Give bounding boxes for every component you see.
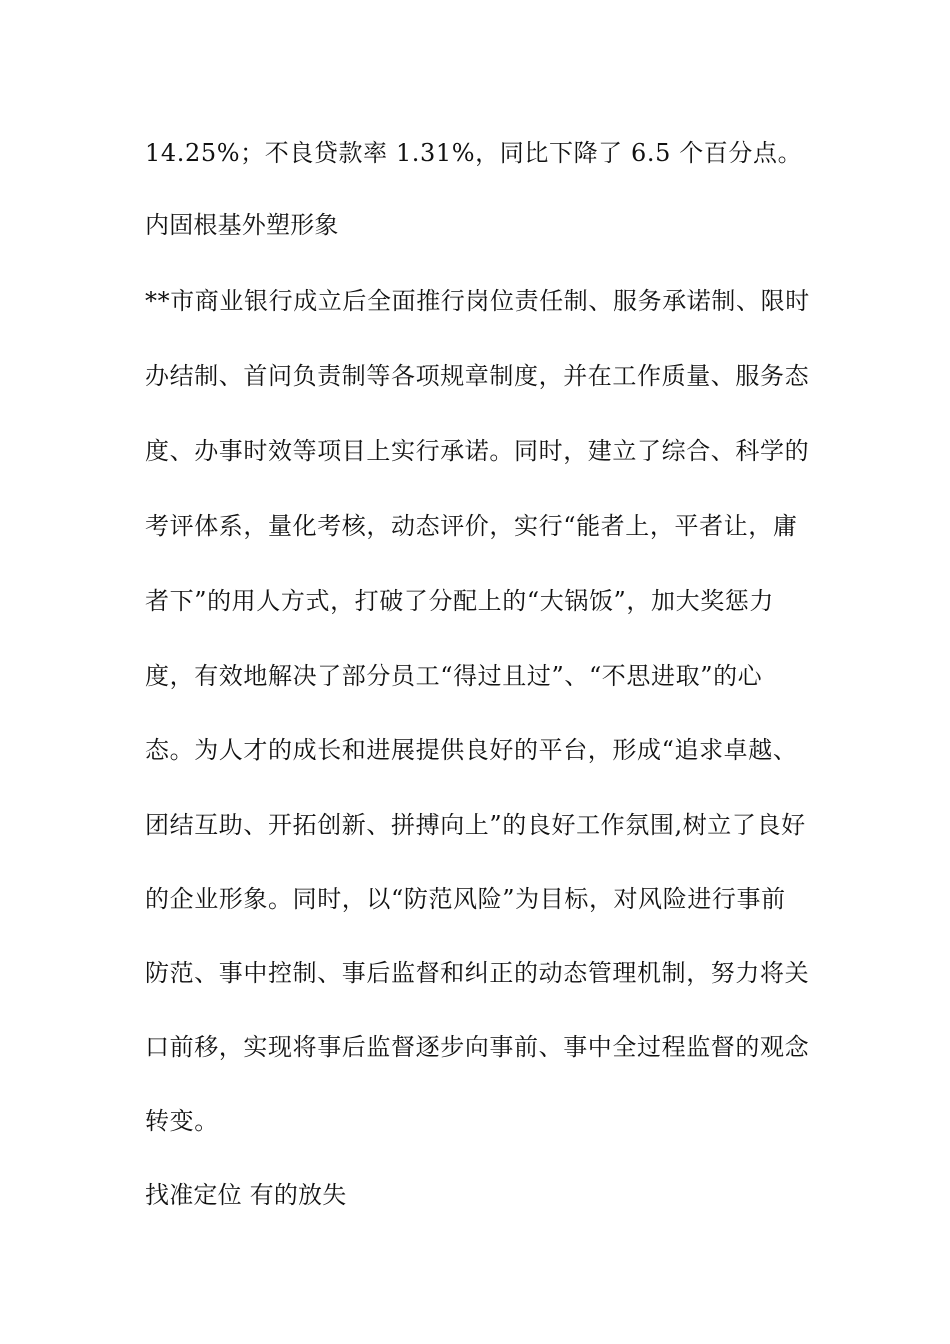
section-heading-1: 内固根基外塑形象 [145, 211, 339, 239]
text-line-9: 团结互助、开拓创新、拼搏向上”的良好工作氛围,树立了良好 [145, 811, 806, 839]
text-line-4: 度、办事时效等项目上实行承诺。同时，建立了综合、科学的 [145, 437, 810, 465]
text-line-1: 14.25%；不良贷款率 1.31%，同比下降了 6.5 个百分点。 [145, 139, 803, 167]
text-line-2: **市商业银行成立后全面推行岗位责任制、服务承诺制、限时 [145, 287, 810, 315]
text-line-11: 防范、事中控制、事后监督和纠正的动态管理机制，努力将关 [145, 959, 810, 987]
text-line-12: 口前移，实现将事后监督逐步向事前、事中全过程监督的观念 [145, 1033, 810, 1061]
text-line-5: 考评体系，量化考核，动态评价，实行“能者上，平者让，庸 [145, 512, 798, 540]
text-line-13: 转变。 [145, 1107, 219, 1135]
text-line-10: 的企业形象。同时，以“防范风险”为目标，对风险进行事前 [145, 885, 786, 913]
text-line-7: 度，有效地解决了部分员工“得过且过”、“不思进取”的心 [145, 662, 763, 690]
text-line-8: 态。为人才的成长和进展提供良好的平台，形成“追求卓越、 [145, 736, 798, 764]
section-heading-2: 找准定位 有的放失 [145, 1181, 347, 1209]
text-line-6: 者下”的用人方式，打破了分配上的“大锅饭”，加大奖惩力 [145, 587, 775, 615]
text-line-3: 办结制、首问负责制等各项规章制度，并在工作质量、服务态 [145, 362, 810, 390]
